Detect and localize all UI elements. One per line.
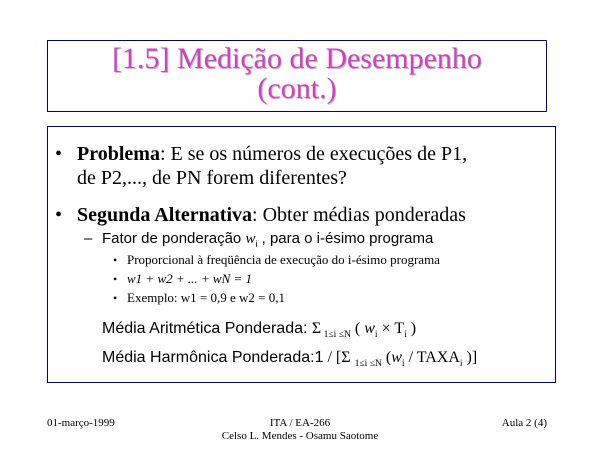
bullet-segunda-text: : Obter médias ponderadas (252, 204, 466, 226)
bullet-segunda-bold: Segunda Alternativa (77, 204, 253, 226)
sub-sub-item-text: Exemplo: w1 = 0,9 e w2 = 0,1 (127, 290, 286, 305)
title-line-2: (cont.) (257, 72, 337, 105)
sub-sub-item-text: w1 + w2 + ... + wN = 1 (127, 271, 253, 286)
footer-authors: Celso L. Mendes - Osamu Saotome (221, 430, 379, 442)
sub-item-text-after: , para o i-ésimo programa (257, 230, 434, 247)
bullet-dot: • (113, 253, 118, 267)
formula-aritmetica-body: ( $w_i \times T_i$ ) (350, 320, 417, 341)
bullet-problema (55, 142, 468, 190)
bullet-segunda-alternativa (55, 203, 466, 227)
sub-sub-item-text: Proporcional à freqüência de execução do i-ésimo programa (127, 252, 440, 267)
bullet-dot: • (113, 272, 118, 286)
bullet-dot: • (55, 204, 63, 226)
formula-media-harmonica (102, 348, 477, 374)
slide-title (47, 40, 547, 112)
sub-item-sub: i (255, 239, 258, 249)
bullet-dot: • (55, 143, 63, 165)
formula-harmonica-label: Média Harmônica Ponderada: (102, 349, 315, 366)
footer-slide-number: Aula 2 (4) (501, 417, 547, 429)
sigma-symbol: Σ (311, 320, 322, 337)
footer-center (200, 417, 400, 443)
dash-marker: – (84, 230, 93, 247)
sub-sub-item-soma-pesos (113, 271, 253, 287)
title-line-1: [1.5] Medição de Desempenho (112, 42, 482, 75)
sum-range: 1≤i ≤N (321, 329, 351, 341)
bullet-problema-text-2: de P2,..., de PN forem diferentes? (77, 167, 347, 189)
footer-course: ITA / EA-266 (269, 417, 331, 429)
formula-harmonica-body: / [Σ $_{1\le i \le N}$ ($w_i$ / $TAXA_i$ )] (323, 349, 478, 370)
sub-sub-item-proporcional (113, 252, 440, 268)
footer-date: 01-março-1999 (47, 417, 115, 429)
formula-aritmetica-label: Média Aritmética Ponderada: (102, 320, 312, 337)
sub-item-text-before: Fator de ponderação (102, 230, 246, 247)
formula-harmonica-one: 1 (314, 349, 324, 366)
bullet-problema-text-1: : E se os números de execuções de P1, (159, 143, 468, 165)
bullet-dot: • (113, 291, 118, 305)
formula-media-aritmetica (102, 319, 416, 345)
sub-sub-item-exemplo (113, 290, 286, 306)
bullet-problema-bold: Problema (77, 143, 160, 165)
sub-item-fator (84, 230, 434, 253)
sub-item-var: w (245, 231, 256, 247)
